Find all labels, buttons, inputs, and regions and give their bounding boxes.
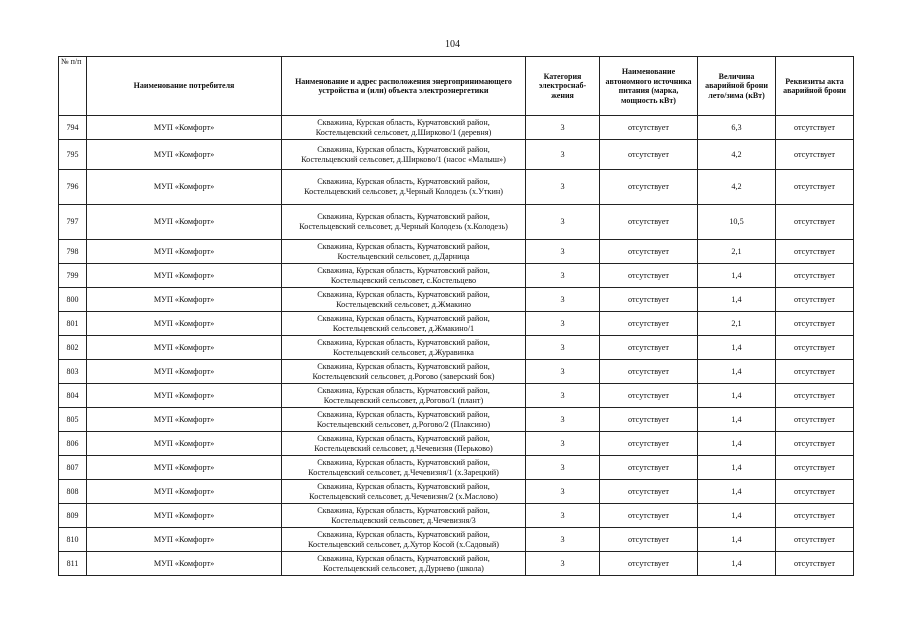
row-reserve: 10,5 [698, 205, 776, 240]
row-address-line-2: Костельцевский сельсовет, д.Жмакино/1 [332, 323, 475, 333]
row-category: 3 [526, 480, 600, 504]
row-number: 804 [59, 384, 87, 408]
row-consumer: МУП «Комфорт» [87, 264, 282, 288]
table-row [59, 360, 854, 384]
row-consumer: МУП «Комфорт» [87, 384, 282, 408]
row-address-line-2: Костельцевский сельсовет, д.Жмакино [336, 299, 471, 309]
table-row [59, 116, 854, 140]
row-address-line-1: Скважина, Курская область, Курчатовский район, [317, 553, 490, 563]
row-address-line-1: Скважина, Курская область, Курчатовский район, [317, 529, 490, 539]
row-category: 3 [526, 504, 600, 528]
row-category: 3 [526, 288, 600, 312]
row-address-line-2: Костельцевский сельсовет, д.Чечевизня (Перьково) [314, 443, 493, 453]
row-number: 801 [59, 312, 87, 336]
row-number: 802 [59, 336, 87, 360]
row-act: отсутствует [776, 456, 854, 480]
row-number: 803 [59, 360, 87, 384]
row-category: 3 [526, 140, 600, 170]
table-row [59, 140, 854, 170]
row-consumer: МУП «Комфорт» [87, 552, 282, 576]
header-address: Наименование и адрес расположения энергопринимающего устройства и (или) объекта электроэнергетики [282, 57, 526, 116]
row-source: отсутствует [600, 312, 698, 336]
row-number: 811 [59, 552, 87, 576]
row-category: 3 [526, 312, 600, 336]
row-source: отсутствует [600, 336, 698, 360]
row-source: отсутствует [600, 116, 698, 140]
table-row [59, 240, 854, 264]
row-reserve: 1,4 [698, 288, 776, 312]
row-address-line-1: Скважина, Курская область, Курчатовский район, [317, 117, 490, 127]
row-reserve: 1,4 [698, 408, 776, 432]
table-row [59, 456, 854, 480]
row-source: отсутствует [600, 408, 698, 432]
table-row [59, 264, 854, 288]
row-address [282, 240, 526, 264]
row-category: 3 [526, 116, 600, 140]
row-consumer: МУП «Комфорт» [87, 408, 282, 432]
row-address-line-1: Скважина, Курская область, Курчатовский район, [317, 481, 490, 491]
row-reserve: 1,4 [698, 336, 776, 360]
row-address-line-1: Скважина, Курская область, Курчатовский район, [317, 144, 490, 154]
row-address-line-2: Костельцевский сельсовет, д.Чечевизня/3 [331, 515, 476, 525]
row-category: 3 [526, 432, 600, 456]
row-consumer: МУП «Комфорт» [87, 205, 282, 240]
row-category: 3 [526, 456, 600, 480]
row-act: отсутствует [776, 312, 854, 336]
row-number: 797 [59, 205, 87, 240]
row-consumer: МУП «Комфорт» [87, 360, 282, 384]
row-address [282, 140, 526, 170]
header-act: Реквизиты акта аварийной брони [776, 57, 854, 116]
table-row [59, 408, 854, 432]
row-address [282, 264, 526, 288]
row-reserve: 1,4 [698, 528, 776, 552]
row-address [282, 408, 526, 432]
row-category: 3 [526, 552, 600, 576]
row-category: 3 [526, 336, 600, 360]
table-row [59, 288, 854, 312]
row-address-line-1: Скважина, Курская область, Курчатовский район, [317, 289, 490, 299]
row-category: 3 [526, 264, 600, 288]
row-consumer: МУП «Комфорт» [87, 336, 282, 360]
row-consumer: МУП «Комфорт» [87, 312, 282, 336]
row-source: отсутствует [600, 264, 698, 288]
row-act: отсутствует [776, 552, 854, 576]
table-row [59, 528, 854, 552]
row-address [282, 528, 526, 552]
row-address-line-2: Костельцевский сельсовет, д.Рогово/1 (плант) [323, 395, 484, 405]
row-address [282, 552, 526, 576]
row-source: отсутствует [600, 170, 698, 205]
row-number: 796 [59, 170, 87, 205]
row-consumer: МУП «Комфорт» [87, 504, 282, 528]
row-address-line-1: Скважина, Курская область, Курчатовский район, [317, 177, 490, 186]
row-reserve: 1,4 [698, 264, 776, 288]
row-address-line-2: Костельцевский сельсовет, д.Рогово (заверский бок) [312, 371, 495, 381]
row-act: отсутствует [776, 360, 854, 384]
row-category: 3 [526, 384, 600, 408]
row-source: отсутствует [600, 360, 698, 384]
row-reserve: 2,1 [698, 312, 776, 336]
page-number: 104 [445, 39, 460, 50]
row-address [282, 504, 526, 528]
row-number: 807 [59, 456, 87, 480]
row-address-line-1: Скважина, Курская область, Курчатовский район, [317, 337, 490, 347]
row-category: 3 [526, 360, 600, 384]
row-address-line-2: Костельцевский сельсовет, д.Дарница [337, 251, 470, 261]
row-address-line-2: Костельцевский сельсовет, д.Рогово/2 (Плаксино) [316, 419, 491, 429]
row-address-line-1: Скважина, Курская область, Курчатовский район, [317, 385, 490, 395]
row-source: отсутствует [600, 384, 698, 408]
row-reserve: 1,4 [698, 360, 776, 384]
consumers-table [58, 56, 854, 576]
row-category: 3 [526, 408, 600, 432]
row-address-line-1: Скважина, Курская область, Курчатовский район, [317, 265, 490, 275]
row-address-line-1: Скважина, Курская область, Курчатовский район, [317, 409, 490, 419]
row-address-line-2: Костельцевский сельсовет, д.Черный Колодезь (х.Колодезь) [299, 222, 508, 231]
row-act: отсутствует [776, 205, 854, 240]
row-consumer: МУП «Комфорт» [87, 140, 282, 170]
row-consumer: МУП «Комфорт» [87, 240, 282, 264]
header-reserve: Величина аварийной брони лето/зима (кВт) [698, 57, 776, 116]
row-category: 3 [526, 170, 600, 205]
header-source: Наименование автономного источника питания (марка, мощность кВт) [600, 57, 698, 116]
row-address [282, 116, 526, 140]
row-address [282, 205, 526, 240]
row-number: 809 [59, 504, 87, 528]
table-row [59, 312, 854, 336]
row-address-line-1: Скважина, Курская область, Курчатовский район, [317, 505, 490, 515]
row-source: отсутствует [600, 552, 698, 576]
table-header-row [59, 57, 854, 116]
row-reserve: 1,4 [698, 552, 776, 576]
row-number: 810 [59, 528, 87, 552]
row-address-line-1: Скважина, Курская область, Курчатовский район, [317, 361, 490, 371]
row-consumer: МУП «Комфорт» [87, 480, 282, 504]
row-address [282, 480, 526, 504]
row-reserve: 1,4 [698, 384, 776, 408]
row-act: отсутствует [776, 264, 854, 288]
row-source: отсутствует [600, 432, 698, 456]
row-address-line-2: Костельцевский сельсовет, с.Костельцево [330, 275, 477, 285]
row-source: отсутствует [600, 456, 698, 480]
row-consumer: МУП «Комфорт» [87, 116, 282, 140]
row-category: 3 [526, 528, 600, 552]
row-address-line-1: Скважина, Курская область, Курчатовский район, [317, 212, 490, 221]
row-address-line-2: Костельцевский сельсовет, д.Дурнево (школа) [323, 563, 484, 573]
table-row [59, 170, 854, 205]
row-address [282, 170, 526, 205]
row-act: отсутствует [776, 432, 854, 456]
row-consumer: МУП «Комфорт» [87, 432, 282, 456]
header-consumer: Наименование потребителя [87, 57, 282, 116]
row-reserve: 4,2 [698, 140, 776, 170]
row-category: 3 [526, 240, 600, 264]
row-address-line-2: Костельцевский сельсовет, д.Чечевизня/1 (х.Зарецкий) [308, 467, 499, 477]
row-address [282, 360, 526, 384]
row-address-line-2: Костельцевский сельсовет, д.Ширково/1 (насос «Малыш») [301, 154, 506, 164]
row-act: отсутствует [776, 240, 854, 264]
row-reserve: 1,4 [698, 456, 776, 480]
row-source: отсутствует [600, 504, 698, 528]
row-source: отсутствует [600, 480, 698, 504]
table-row [59, 336, 854, 360]
row-address [282, 312, 526, 336]
row-act: отсутствует [776, 116, 854, 140]
row-address [282, 384, 526, 408]
row-act: отсутствует [776, 336, 854, 360]
row-act: отсутствует [776, 480, 854, 504]
row-reserve: 1,4 [698, 432, 776, 456]
row-number: 808 [59, 480, 87, 504]
row-number: 805 [59, 408, 87, 432]
row-address-line-1: Скважина, Курская область, Курчатовский район, [317, 241, 490, 251]
row-act: отсутствует [776, 140, 854, 170]
row-category: 3 [526, 205, 600, 240]
row-source: отсутствует [600, 240, 698, 264]
row-address-line-2: Костельцевский сельсовет, д.Черный Колодезь (х.Уткин) [304, 187, 503, 196]
row-consumer: МУП «Комфорт» [87, 528, 282, 552]
table-row [59, 480, 854, 504]
row-number: 800 [59, 288, 87, 312]
row-number: 798 [59, 240, 87, 264]
row-act: отсутствует [776, 504, 854, 528]
row-consumer: МУП «Комфорт» [87, 170, 282, 205]
row-address-line-1: Скважина, Курская область, Курчатовский район, [317, 433, 490, 443]
row-number: 806 [59, 432, 87, 456]
row-address [282, 456, 526, 480]
row-address-line-1: Скважина, Курская область, Курчатовский район, [317, 313, 490, 323]
row-number: 795 [59, 140, 87, 170]
row-act: отсутствует [776, 170, 854, 205]
row-reserve: 2,1 [698, 240, 776, 264]
row-reserve: 4,2 [698, 170, 776, 205]
row-address-line-1: Скважина, Курская область, Курчатовский район, [317, 457, 490, 467]
header-category: Категория электроснаб-жения [526, 57, 600, 116]
table-row [59, 504, 854, 528]
table-row [59, 205, 854, 240]
row-source: отсутствует [600, 528, 698, 552]
row-address-line-2: Костельцевский сельсовет, д.Журавинка [333, 347, 474, 357]
table-row [59, 432, 854, 456]
row-address-line-2: Костельцевский сельсовет, д.Чечевизня/2 (х.Маслово) [309, 491, 498, 501]
row-address [282, 432, 526, 456]
table-row [59, 384, 854, 408]
table-body [59, 116, 854, 576]
row-source: отсутствует [600, 288, 698, 312]
row-act: отсутствует [776, 408, 854, 432]
row-address [282, 336, 526, 360]
row-reserve: 1,4 [698, 504, 776, 528]
row-reserve: 6,3 [698, 116, 776, 140]
row-reserve: 1,4 [698, 480, 776, 504]
row-consumer: МУП «Комфорт» [87, 288, 282, 312]
row-address-line-2: Костельцевский сельсовет, д.Хутор Косой (х.Садовый) [307, 539, 500, 549]
header-num: № п/п [59, 57, 87, 116]
row-source: отсутствует [600, 140, 698, 170]
table-row [59, 552, 854, 576]
row-consumer: МУП «Комфорт» [87, 456, 282, 480]
row-address [282, 288, 526, 312]
row-number: 799 [59, 264, 87, 288]
row-address-line-2: Костельцевский сельсовет, д.Ширково/1 (деревня) [315, 127, 492, 137]
row-act: отсутствует [776, 528, 854, 552]
row-act: отсутствует [776, 384, 854, 408]
row-number: 794 [59, 116, 87, 140]
row-act: отсутствует [776, 288, 854, 312]
row-source: отсутствует [600, 205, 698, 240]
